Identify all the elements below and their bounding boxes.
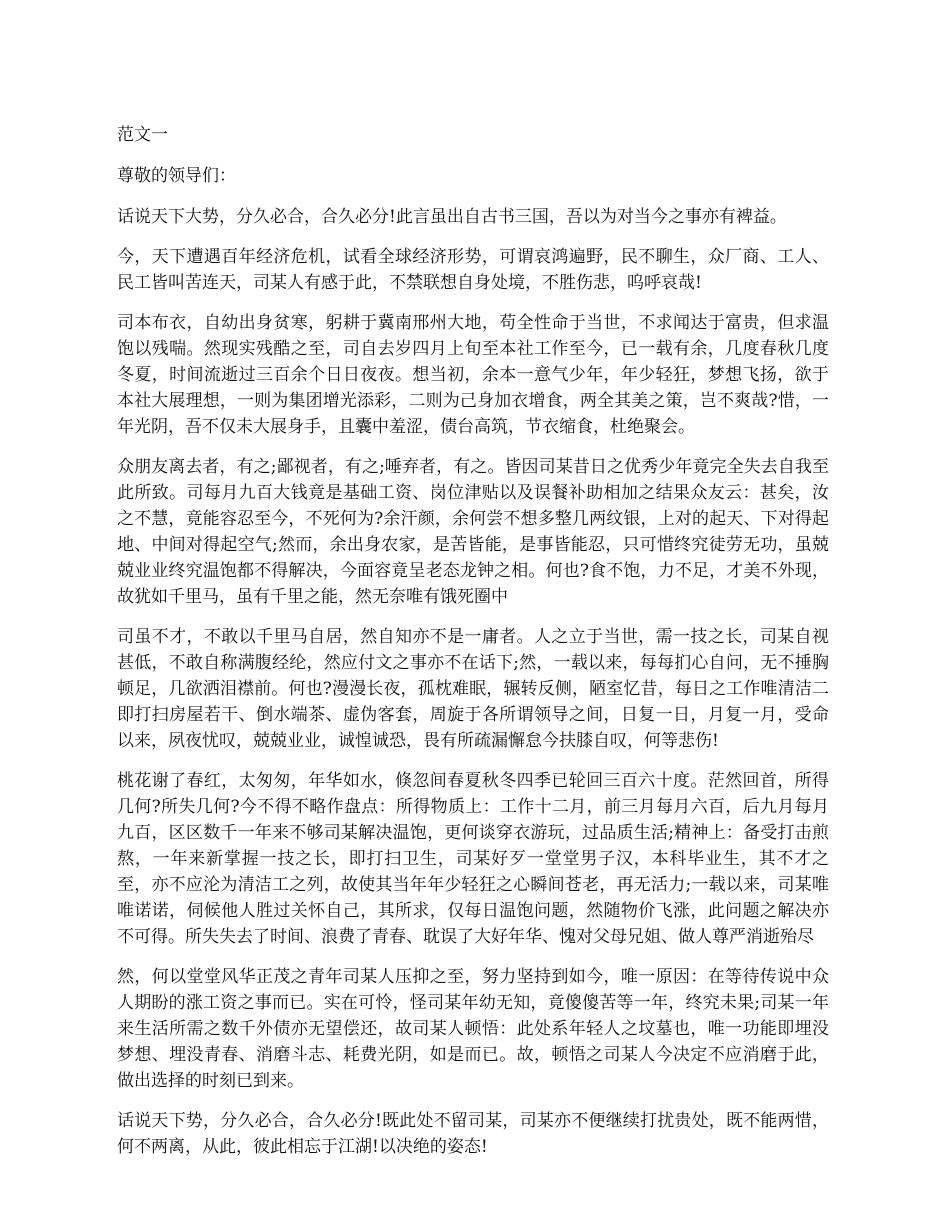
paragraph-6: 桃花谢了春红，太匆匆，年华如水，倏忽间春夏秋冬四季已轮回三百六十度。茫然回首，所得几何?所失几何?今不得不略作盘点：所得物质上：工作十二月，前三月每月六百，后九月每月九百，区区数千一年来不够司某解决温饱，更何谈穿衣游玩，过品质生活;精神上：备受打击煎熬，一年来新掌握一技之长，即打扫卫生，司某好歹一堂堂男子汉，本科毕业生，其不才之至，亦不应沦为清洁工之列，故使其当年年少轻狂之心瞬间苍老，再无活力;一载以来，司某唯唯诺诺，伺候他人胜过关怀自己，其所求，仅每日温饱问题，然随物价飞涨，此问题之解决亦不可得。所失失去了时间、浪费了青春、耽误了大好年华、愧对父母兄姐、做人尊严消逝殆尽 [117,771,829,947]
paragraph-5: 司虽不才，不敢以千里马自居，然自知亦不是一庸者。人之立于当世，需一技之长，司某自视甚低，不敢自称满腹经纶，然应付文之事亦不在话下;然，一载以来，每每扪心自问，无不捶胸顿足，几欲洒泪襟前。何也?漫漫长夜，孤枕难眠，辗转反侧，陋室忆昔，每日之工作唯清洁二即打扫房屋若干、倒水端茶、虚伪客套，周旋于各所谓领导之间，日复一日，月复一月，受命以来，夙夜忧叹，兢兢业业，诚惶诚恐，畏有所疏漏懈怠今扶膝自叹，何等悲伤! [117,627,829,751]
paragraph-1: 话说天下大势，分久必合，合久必分!此言虽出自古书三国，吾以为对当今之事亦有裨益。 [117,207,787,227]
document-body [117,122,829,1174]
paragraph-8: 话说天下势，分久必合，合久必分!既此处不留司某，司某亦不便继续打扰贵处，既不能两惜，何不两离，从此，彼此相忘于江湖!以决绝的姿态! [117,1111,829,1157]
paragraph-4: 众朋友离去者，有之;鄙视者，有之;唾弃者，有之。皆因司某昔日之优秀少年竟完全失去自我至此所致。司每月九百大钱竟是基础工资、岗位津贴以及误餐补助相加之结果众友云：甚矣，汝之不慧，竟能容忍至今，不死何为?余汗颜，余何尝不想多整几两纹银，上对的起天、下对得起地、中间对得起空气;然而，余出身农家，是苦皆能，是事皆能忍，只可惜终究徒劳无功，虽兢兢业业终究温饱都不得解决，今面容竟呈老态龙钟之相。何也?食不饱，力不足，才美不外现，故犹如千里马，虽有千里之能，然无奈唯有饿死圈中 [117,457,829,607]
salutation: 尊敬的领导们： [117,166,236,186]
paragraph-7: 然，何以堂堂风华正茂之青年司某人压抑之至，努力坚持到如今，唯一原因：在等待传说中众人期盼的涨工资之事而已。实在可怜，怪司某年幼无知，竟傻傻苦等一年，终究未果;司某一年来生活所需之数千外债亦无望偿还，故司某人顿悟：此处系年轻人之坟墓也，唯一功能即埋没梦想、埋没青春、消磨斗志、耗费光阴，如是而已。故，顿悟之司某人今决定不应消磨于此，做出选择的时刻已到来。 [117,967,829,1091]
document-title: 范文一 [117,125,168,145]
paragraph-3: 司本布衣，自幼出身贫寒，躬耕于冀南邢州大地，苟全性命于当世，不求闻达于富贵，但求温饱以残喘。然现实残酷之至，司自去岁四月上旬至本社工作至今，已一载有余，几度春秋几度冬夏，时间流逝过三百余个日日夜夜。想当初，余本一意气少年，年少轻狂，梦想飞扬，欲于本社大展理想，一则为集团增光添彩，二则为己身加衣增食，两全其美之策，岂不爽哉?惜，一年光阴，吾不仅未大展身手，且囊中羞涩，债台高筑，节衣缩食，杜绝聚会。 [117,313,829,437]
paragraph-2: 今，天下遭遇百年经济危机，试看全球经济形势，可谓哀鸿遍野，民不聊生，众厂商、工人、民工皆叫苦连天，司某人有感于此，不禁联想自身处境，不胜伤悲，呜呼哀哉! [117,247,829,293]
